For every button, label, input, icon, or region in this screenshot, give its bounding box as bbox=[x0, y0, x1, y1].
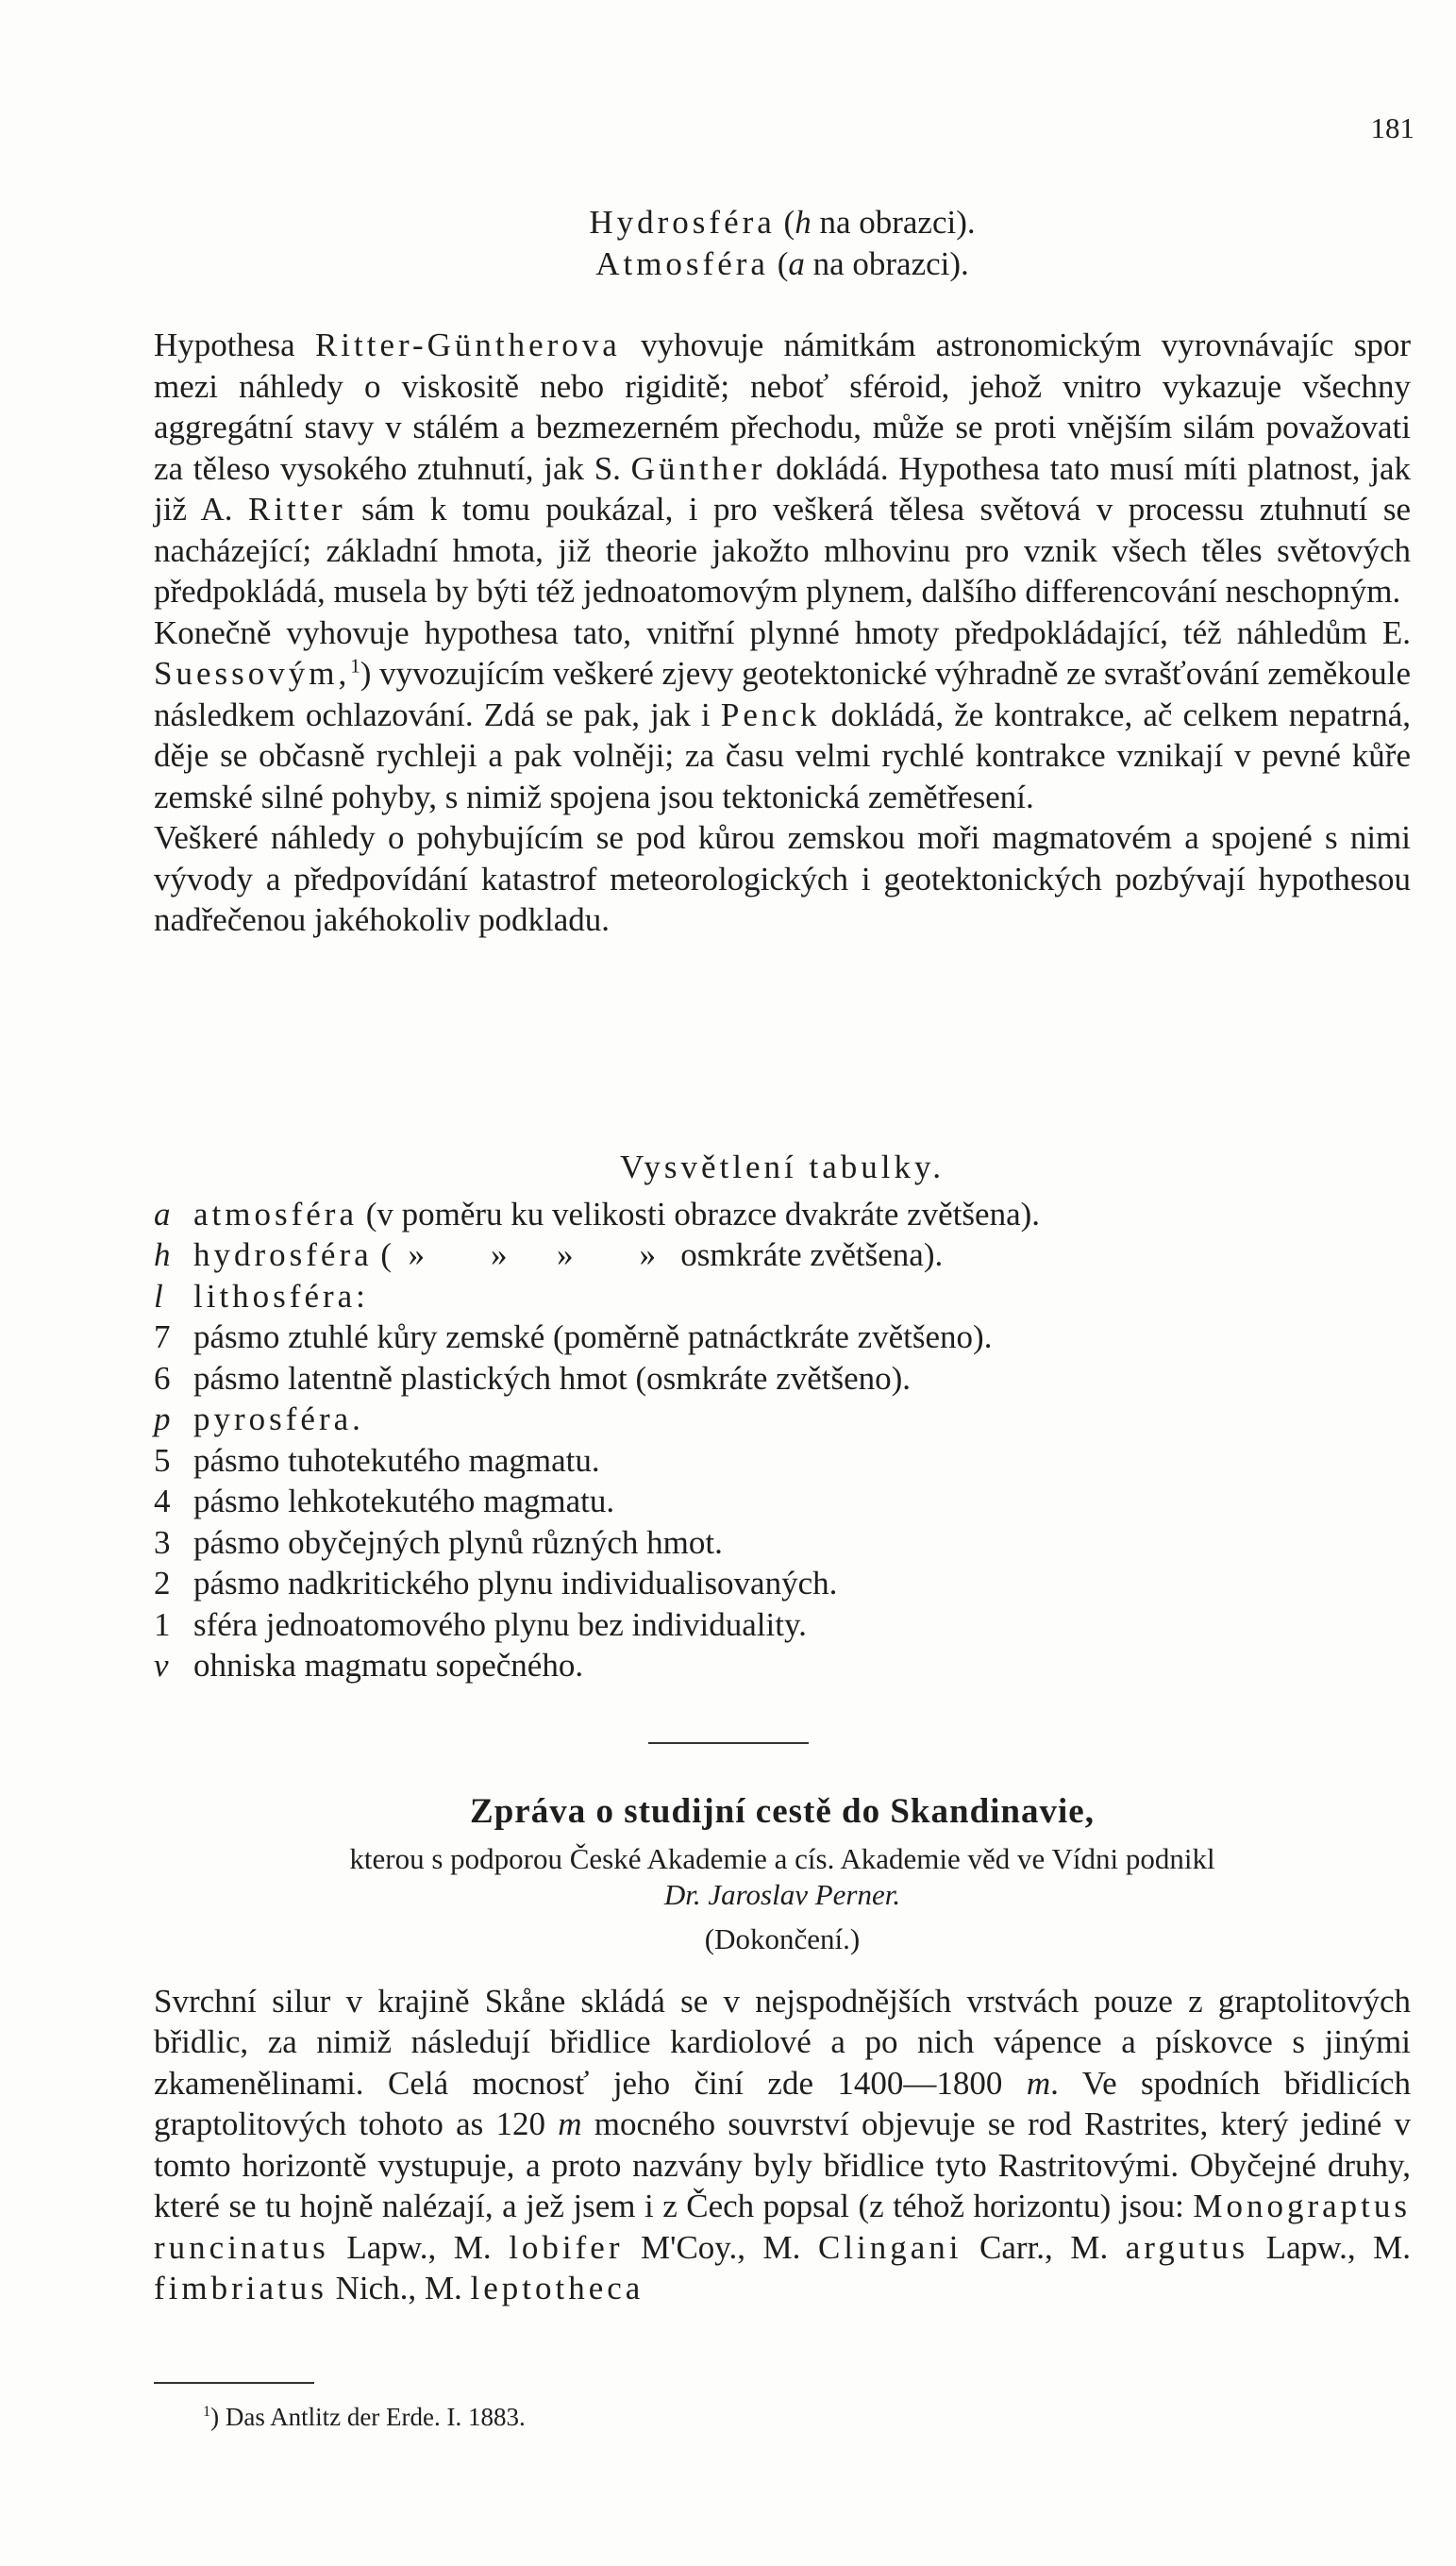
main-text bbox=[154, 325, 1411, 941]
article-paragraph: Svrchní silur v krajině Skåne skládá se v nejspodnějších vrstvách pouze z graptolitových břidlic, za nimiž následují břidlice kardiolové a po nich vápence a pískovce s jinými zkamenělinami. Celá mocnosť jeho činí zde 1400—1800 m. Ve spodních břidlicích graptolitových tohoto as 120 m mocného souvrství objevuje se rod Rastrites, který jediné v tomto horizontě vystupuje, a proto nazvány byly břidlice tyto Rastritovými. Obyčejné druhy, které se tu hojně nalézají, a jež jsem i z Čech popsal (z téhož horizontu) jsou: Monograptus runcinatus Lapw., M. lobifer M'Coy., M. Clingani Carr., M. argutus Lapw., M. fimbriatus Nich., M. leptotheca bbox=[154, 1982, 1412, 2306]
paragraph-3: Veškeré náhledy o pohybujícím se pod kůrou zemskou moři magmatovém a spojené s nimi vývody a předpovídání katastrof meteorologických i geotektonických pozbývají hypothesou nadřečenou jakéhokoliv podkladu. bbox=[154, 819, 1411, 938]
legend-item bbox=[154, 1358, 1411, 1400]
article-subtitle: kterou s podporou České Akademie a cís. Akademie věd ve Vídni podnikl bbox=[349, 1841, 1215, 1875]
legend-key: 6 bbox=[154, 1359, 171, 1397]
page-number: 181 bbox=[1370, 111, 1414, 144]
legend-key: 3 bbox=[154, 1523, 171, 1561]
legend-item bbox=[154, 1276, 1411, 1317]
legend-key: 4 bbox=[154, 1483, 171, 1519]
article-continued: (Dokončení.) bbox=[704, 1922, 861, 1955]
legend-key: a bbox=[154, 1195, 171, 1233]
footnote: $^1$) Das Antlitz der Erde. I. 1883. bbox=[203, 2403, 526, 2431]
legend-key: p bbox=[154, 1400, 171, 1437]
legend-key: 2 bbox=[154, 1565, 171, 1602]
header-line-atmosfera: Atmosféra (a na obrazci). bbox=[595, 244, 969, 282]
legend-text: pásmo obyčejných plynů různých hmot. bbox=[193, 1523, 723, 1561]
legend-item bbox=[154, 1317, 1411, 1358]
legend-text: ohniska magmatu sopečného. bbox=[193, 1647, 584, 1684]
header-line-hydrosfera: Hydrosféra (h na obrazci). bbox=[589, 204, 976, 241]
article-author: Dr. Jaroslav Perner. bbox=[663, 1878, 901, 1911]
legend-text: hydrosféra ( » » » » osmkráte zvětšena). bbox=[193, 1236, 944, 1273]
footnote-area bbox=[154, 2382, 1411, 2439]
legend-list bbox=[154, 1194, 1411, 1686]
paragraph-2: Konečně vyhovuje hypothesa tato, vnitřní plynné hmoty předpokládající, též náhledům E. Suessovým,$^1$) vyvozujícím veškeré zjevy geotektonické výhradně ze svrašťování zeměkoule následkem ochlazování. Zdá se pak, jak i Penck dokládá, že kontrakce, ač celkem nepatrná, děje se občasně rychleji a pak volněji; za času velmi rychlé kontrakce vznikají v pevné kůře zemské silné pohyby, s nimiž spojena jsou tektonická zemětřesení. bbox=[154, 613, 1411, 815]
legend-text: pásmo tuhotekutého magmatu. bbox=[193, 1441, 600, 1479]
legend-text: atmosféra (v poměru ku velikosti obrazce dvakráte zvětšena). bbox=[193, 1195, 1041, 1233]
legend-key: 5 bbox=[154, 1441, 171, 1479]
legend-text: lithosféra: bbox=[193, 1277, 369, 1315]
article-title: Zpráva o studijní cestě do Skandinavie, bbox=[470, 1792, 1095, 1831]
section-divider bbox=[0, 1742, 1456, 1744]
legend-key: h bbox=[154, 1236, 171, 1273]
legend-item bbox=[154, 1399, 1411, 1440]
article bbox=[154, 1791, 1411, 2309]
legend-item bbox=[154, 1563, 1411, 1604]
legend-key: v bbox=[154, 1647, 169, 1684]
legend-text: sféra jednoatomového plynu bez individuality. bbox=[193, 1605, 807, 1643]
legend-text: pyrosféra. bbox=[193, 1400, 364, 1437]
legend-item bbox=[154, 1194, 1411, 1235]
legend-section bbox=[154, 1147, 1411, 1686]
footnote-rule bbox=[154, 2382, 314, 2384]
legend-key: 1 bbox=[154, 1605, 171, 1643]
legend-item bbox=[154, 1481, 1411, 1522]
legend-item bbox=[154, 1604, 1411, 1646]
legend-key: l bbox=[154, 1277, 163, 1315]
legend-item bbox=[154, 1522, 1411, 1564]
section-header bbox=[154, 202, 1411, 284]
legend-item bbox=[154, 1440, 1411, 1482]
legend-item bbox=[154, 1645, 1411, 1686]
legend-title: Vysvětlení tabulky. bbox=[620, 1149, 945, 1185]
paragraph-1: Hypothesa Ritter-Güntherova vyhovuje námitkám astronomickým vyrovnávajíc spor mezi náhledy o viskositě nebo rigiditě; neboť sféroid, jehož vnitro vykazuje všechny aggregátní stavy v stálém a bezmezerném přechodu, může se proti vnějším silám považovati za těleso vysokého ztuhnutí, jak S. Günther dokládá. Hypothesa tato musí míti platnost, jak již A. Ritter sám k tomu poukázal, i pro veškerá tělesa světová v processu ztuhnutí se nacházející; základní hmota, již theorie jakožto mlhovinu pro vznik všech těles světových předpokládá, musela by býti též jednoatomovým plynem, dalšího differencování neschopným. bbox=[154, 327, 1411, 610]
legend-text: pásmo ztuhlé kůry zemské (poměrně patnáctkráte zvětšeno). bbox=[193, 1318, 993, 1355]
legend-text: pásmo lehkotekutého magmatu. bbox=[193, 1483, 615, 1519]
legend-text: pásmo nadkritického plynu individualisovaných. bbox=[193, 1565, 838, 1602]
legend-key: 7 bbox=[154, 1318, 171, 1355]
legend-item bbox=[154, 1234, 1411, 1276]
legend-text: pásmo latentně plastických hmot (osmkráte zvětšeno). bbox=[193, 1359, 912, 1397]
